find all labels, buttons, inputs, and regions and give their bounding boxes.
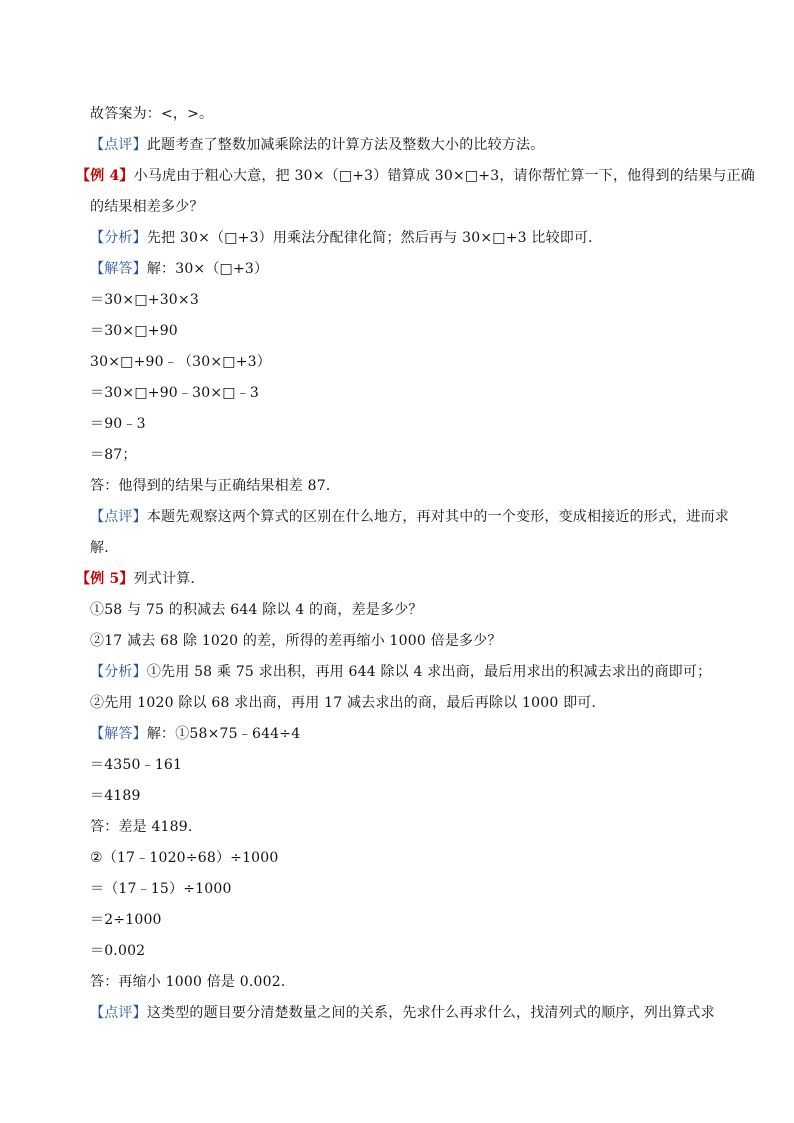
analysis-tag: 【分析】 (90, 664, 147, 680)
analysis-tag: 【分析】 (90, 230, 147, 246)
comment-line: 【点评】这类型的题目要分清楚数量之间的关系，先求什么再求什么，找清列式的顺序，列出算式求 (90, 1005, 715, 1021)
math-line: ＝30×□+30×3 (90, 292, 199, 308)
example-4-heading: 【例 4】小马虎由于粗心大意，把 30×（□+3）错算成 30×□+3，请你帮忙算一下，他得到的结果与正确 (76, 168, 755, 184)
comment-cont: 解． (90, 540, 119, 556)
example-4-question-cont: 的结果相差多少？ (90, 199, 204, 215)
math-line: ＝（17﹣15）÷1000 (90, 881, 232, 897)
comment-tag: 【点评】 (90, 509, 147, 525)
question-item: ①58 与 75 的积减去 644 除以 4 的商，差是多少？ (90, 602, 423, 618)
example-tag: 【例 5】 (76, 571, 134, 587)
math-line: ＝4189 (90, 788, 141, 804)
comment-tag: 【点评】 (90, 1005, 147, 1021)
answer-line: 答：他得到的结果与正确结果相差 87． (90, 478, 341, 494)
question-item: ②17 减去 68 除 1020 的差，所得的差再缩小 1000 倍是多少？ (90, 633, 502, 649)
comment-tag: 【点评】 (90, 137, 147, 153)
math-line: ＝30×□+90﹣30×□﹣3 (90, 385, 259, 401)
comment-line: 【点评】此题考查了整数加减乘除法的计算方法及整数大小的比较方法。 (90, 137, 545, 153)
solution-line: 【解答】解：①58×75﹣644÷4 (90, 726, 301, 742)
comment-line: 【点评】本题先观察这两个算式的区别在什么地方，再对其中的一个变形，变成相接近的形式，进而求 (90, 509, 730, 525)
example-5-heading: 【例 5】列式计算． (76, 571, 205, 587)
analysis-cont: ②先用 1020 除以 68 求出商，再用 17 减去求出的商，最后再除以 1000 即可． (90, 695, 606, 711)
solution-tag: 【解答】 (90, 261, 147, 277)
answer-line: 故答案为：<，>。 (90, 106, 214, 122)
math-line: ＝2÷1000 (90, 912, 162, 928)
analysis-line: 【分析】①先用 58 乘 75 求出积，再用 644 除以 4 求出商，最后用求出的积减去求出的商即可； (90, 664, 712, 680)
math-line: ＝0.002 (90, 943, 146, 959)
math-line: ＝90﹣3 (90, 416, 146, 432)
analysis-line: 【分析】先把 30×（□+3）用乘法分配律化简；然后再与 30×□+3 比较即可． (90, 230, 603, 246)
example-tag: 【例 4】 (76, 168, 134, 184)
math-line: ＝87； (90, 447, 137, 463)
math-line: ②（17﹣1020÷68）÷1000 (90, 850, 279, 866)
answer-line: 答：再缩小 1000 倍是 0.002． (90, 974, 296, 990)
math-line: ＝30×□+90 (90, 323, 178, 339)
math-line: ＝4350﹣161 (90, 757, 183, 773)
math-line: 30×□+90﹣（30×□+3） (90, 354, 271, 370)
solution-line: 【解答】解：30×（□+3） (90, 261, 269, 277)
solution-tag: 【解答】 (90, 726, 147, 742)
answer-line: 答：差是 4189． (90, 819, 203, 835)
